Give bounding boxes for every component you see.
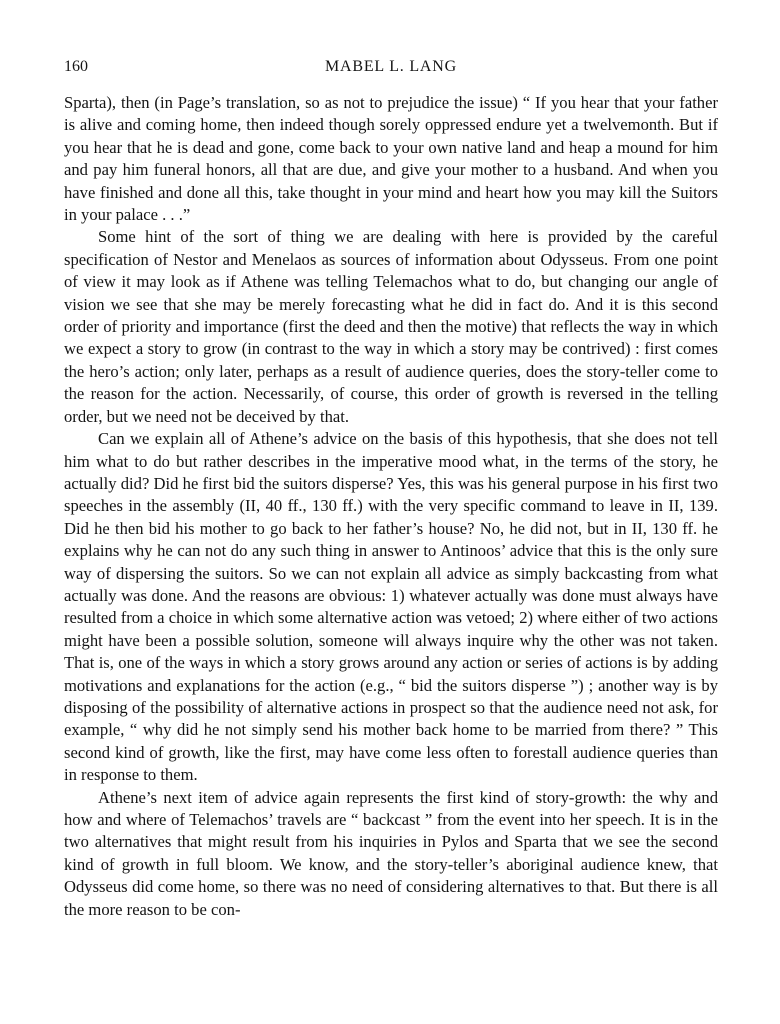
- running-head-author: MABEL L. LANG: [324, 58, 458, 75]
- paragraph: Can we explain all of Athene’s advice on the basis of this hypothesis, that she does not tell him what to do but rather describes in the imperative mood what, in the terms of the story, he actually did? Did he first bid the suitors disperse? Yes, this was his general purpose in his first two speeches in the assembly (II, 40 ff., 130 ff.) with the very specific command to leave in II, 139. Did he then bid his mother to go back to her father’s house? No, he did not, but in II, 130 ff. he explains why he can not do any such thing in answer to Antinoos’ advice that this is the only sure way of dispersing the suitors. So we can not explain all advice as simply backcasting from what actually was done. And the reasons are obvious: 1) whatever actually was done must always have resulted from a choice in which some alternative action was vetoed; 2) where either of two actions might have been a possible solution, someone will always inquire why the other was not taken. That is, one of the ways in which a story grows around any action or series of actions is by adding motivations and explanations for the action (e.g., “ bid the suitors disperse ”) ; another way is by disposing of the possibility of alternative actions in prospect so that the audience need not ask, for example, “ why did he not simply send his mother back home to be married from there? ” This second kind of growth, like the first, may have come less often to forestall audience queries than in response to them.: [64, 429, 718, 785]
- paragraph-continued: Sparta), then (in Page’s translation, so as not to prejudice the issue) “ If you hear that your father is alive and coming home, then indeed though sorely oppressed endure yet a twelvemonth. But if you hear that he is dead and gone, come back to your own native land and heap a mound for him and pay him funeral honors, all that are due, and give your mother to a husband. And when you have finished and done all this, take thought in your mind and heart how you may kill the Suitors in your palace . . .”: [64, 93, 718, 225]
- book-page: [64, 58, 718, 921]
- page-number: 160: [64, 58, 88, 75]
- body-text: [64, 92, 718, 921]
- paragraph: Some hint of the sort of thing we are dealing with here is provided by the careful specification of Nestor and Menelaos as sources of information about Odysseus. From one point of view it may look as if Athene was telling Telemachos what to do, but changing our angle of vision we see that she may be merely forecasting what he did in fact do. And it is this second order of priority and importance (first the deed and then the motive) that reflects the way in which we expect a story to grow (in contrast to the way in which a story may be contrived) : first comes the hero’s action; only later, perhaps as a result of audience queries, does the story-teller come to the reason for the action. Necessarily, of course, this order of growth is reversed in the telling order, but we need not be deceived by that.: [64, 227, 718, 426]
- page-header: [64, 58, 718, 80]
- paragraph: Athene’s next item of advice again represents the first kind of story-growth: the why and how and where of Telemachos’ travels are “ backcast ” from the event into her speech. It is in the two alternatives that might result from his inquiries in Pylos and Sparta that we see the second kind of growth in full bloom. We know, and the story-teller’s aboriginal audience knew, that Odysseus did come home, so there was no need of considering alternatives to that. But there is all the more reason to be con-: [64, 787, 718, 919]
